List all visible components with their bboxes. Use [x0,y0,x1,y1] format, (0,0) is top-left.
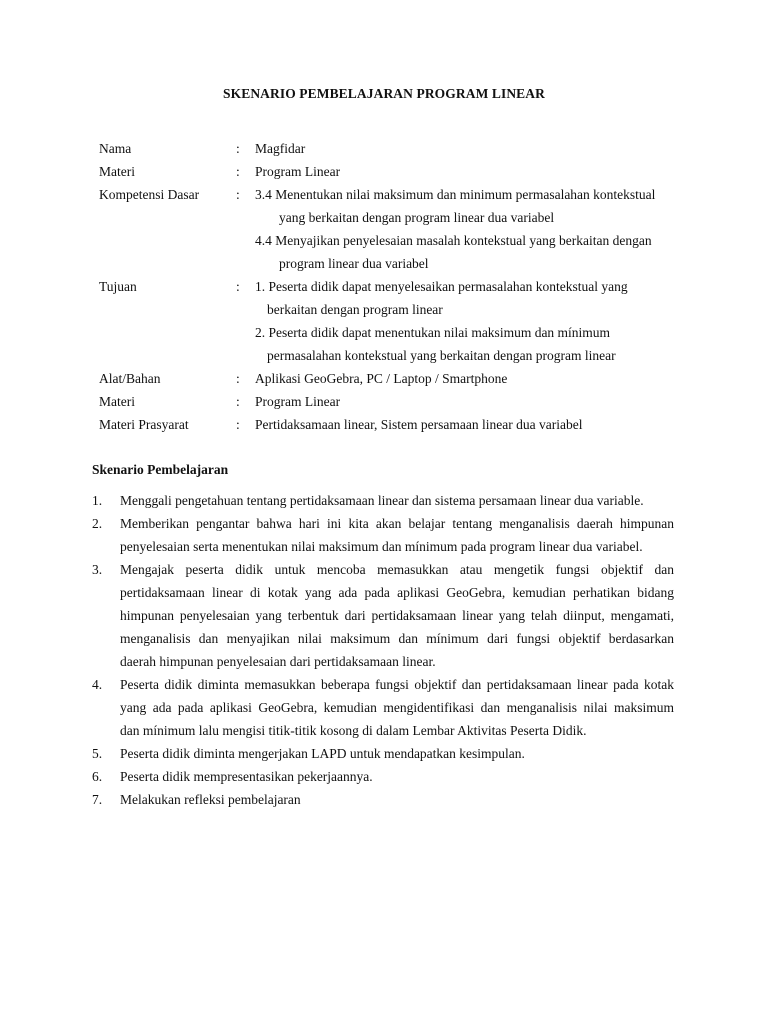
scenario-step [92,512,674,558]
info-colon: : [236,164,240,179]
scenario-step [92,788,674,811]
step-line: menganalisis dan menyajikan nilai maksimum dan mínimum dari fungsi objektif berdasarkan [120,631,674,646]
step-line: Peserta didik mempresentasikan pekerjaannya. [120,769,373,784]
tujuan-item-line: 1. Peserta didik dapat menyelesaikan permasalahan kontekstual yang [255,279,628,294]
kompetensi-item-line: 4.4 Menyajikan penyelesaian masalah kontekstual yang berkaitan dengan [255,233,652,248]
step-text [120,673,674,742]
step-text [120,788,674,811]
step-line: Peserta didik diminta memasukkan beberapa fungsi objektif dan pertidaksamaan linear pada kotak [120,677,674,692]
info-colon: : [236,279,240,294]
info-colon: : [236,141,240,156]
scenario-step [92,558,674,673]
step-line: Peserta didik diminta mengerjakan LAPD untuk mendapatkan kesimpulan. [120,746,525,761]
step-number: 6. [92,769,103,784]
info-row-kompetensi [99,183,699,275]
scenario-step [92,765,674,788]
step-line: Memberikan pengantar bahwa hari ini kita akan belajar tentang menganalisis daerah himpunan [120,516,674,531]
info-label: Tujuan [99,279,137,294]
info-label: Nama [99,141,132,156]
section-heading: Skenario Pembelajaran [92,462,229,477]
kompetensi-item-line: yang berkaitan dengan program linear dua variabel [279,210,555,225]
kompetensi-item-line: program linear dua variabel [279,256,429,271]
tujuan-item-line: 2. Peserta didik dapat menentukan nilai maksimum dan mínimum [255,325,611,340]
step-line: dan mínimum lalu mengisi titik-titik kosong di dalam Lembar Aktivitas Peserta Didik. [120,723,587,738]
info-label: Materi [99,164,135,179]
step-text [120,558,674,673]
tujuan-item-line: permasalahan kontekstual yang berkaitan dengan program linear [267,348,616,363]
step-line: pertidaksamaan linear di kotak yang ada pada aplikasi GeoGebra, kemudian perhatikan bidang [120,585,674,600]
info-colon: : [236,187,240,202]
page-title: SKENARIO PEMBELAJARAN PROGRAM LINEAR [223,86,545,101]
step-line: Melakukan refleksi pembelajaran [120,792,301,807]
info-value: Aplikasi GeoGebra, PC / Laptop / Smartphone [255,371,508,386]
step-number: 1. [92,493,103,508]
scenario-step [92,673,674,742]
step-line: penyelesaian serta menentukan nilai maksimum dan mínimum pada program linear dua variabel. [120,539,643,554]
step-text [120,765,674,788]
kompetensi-item-line: 3.4 Menentukan nilai maksimum dan minimum permasalahan kontekstual [255,187,656,202]
step-line: daerah himpunan penyelesaian dari pertidaksamaan linear. [120,654,436,669]
info-row-alat [99,367,699,390]
step-number: 2. [92,516,103,531]
info-table [99,137,699,436]
info-value: Program Linear [255,164,341,179]
info-value: Pertidaksamaan linear, Sistem persamaan linear dua variabel [255,417,583,432]
info-value: Magfidar [255,141,306,156]
info-colon: : [236,417,240,432]
info-label: Materi [99,394,135,409]
step-line: yang ada pada aplikasi GeoGebra, kemudian mengidentifikasi dan menganalisis nilai maksimum [120,700,674,715]
step-number: 4. [92,677,103,692]
scenario-steps-list [92,489,674,811]
step-number: 3. [92,562,103,577]
step-text [120,512,674,558]
step-number: 5. [92,746,103,761]
step-line: himpunan penyelesaian yang terbentuk dari pertidaksamaan linear yang telah diinput, mengamati, [120,608,674,623]
info-row-tujuan [99,275,699,367]
info-value [255,275,699,367]
scenario-step [92,489,674,512]
info-row-materi [99,160,699,183]
info-label: Materi Prasyarat [99,417,189,432]
info-colon: : [236,394,240,409]
step-text [120,489,674,512]
info-value [255,183,699,275]
tujuan-item-line: berkaitan dengan program linear [267,302,443,317]
scenario-step [92,742,674,765]
step-text [120,742,674,765]
info-label: Kompetensi Dasar [99,187,200,202]
info-row-prasyarat [99,413,699,436]
info-row-materi-2 [99,390,699,413]
step-number: 7. [92,792,103,807]
info-label: Alat/Bahan [99,371,161,386]
info-colon: : [236,371,240,386]
info-row-nama [99,137,699,160]
step-line: Mengajak peserta didik untuk mencoba memasukkan atau mengetik fungsi objektif dan [120,562,674,577]
info-value: Program Linear [255,394,341,409]
step-line: Menggali pengetahuan tentang pertidaksamaan linear dan sistema persamaan linear dua variable. [120,493,644,508]
